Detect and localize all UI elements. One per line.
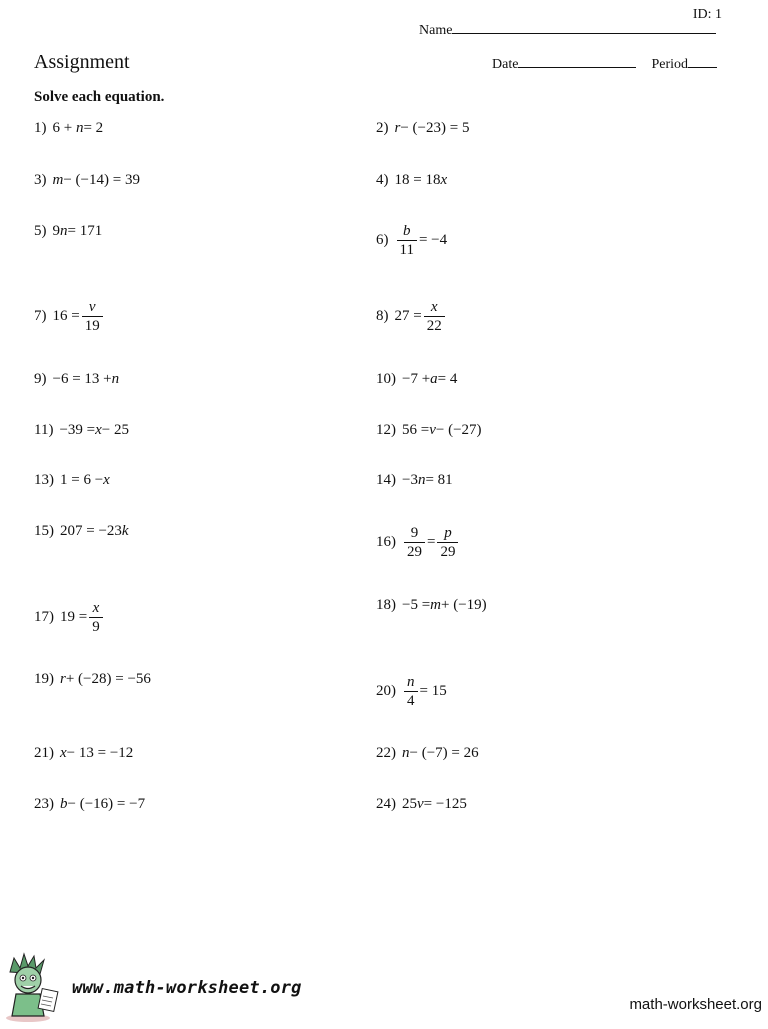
problem-number: 4) bbox=[376, 172, 389, 188]
problem-number: 5) bbox=[34, 223, 47, 239]
problem-5 bbox=[34, 223, 102, 240]
period-label: Period bbox=[651, 57, 688, 72]
numerator: b bbox=[402, 223, 411, 239]
eq-part: = 171 bbox=[67, 223, 103, 239]
eq-variable: n bbox=[417, 472, 426, 488]
fraction bbox=[397, 222, 417, 259]
problem-number: 20) bbox=[376, 683, 396, 699]
problem-23 bbox=[34, 796, 145, 813]
eq-part: = −4 bbox=[418, 232, 448, 248]
problem-4 bbox=[376, 172, 447, 189]
eq-variable: n bbox=[75, 120, 84, 136]
eq-part: = −125 bbox=[423, 796, 467, 812]
fraction bbox=[404, 524, 425, 561]
problem-16 bbox=[376, 524, 460, 561]
problem-10 bbox=[376, 371, 457, 388]
worksheet-id: ID: 1 bbox=[692, 7, 722, 22]
footer-site-label: math-worksheet.org bbox=[629, 996, 762, 1013]
problem-number: 24) bbox=[376, 796, 396, 812]
eq-part: 19 = bbox=[60, 609, 88, 625]
problem-number: 19) bbox=[34, 671, 54, 687]
problem-number: 18) bbox=[376, 597, 396, 613]
numerator: p bbox=[444, 525, 452, 541]
logo-text: www.math-worksheet.org bbox=[72, 978, 302, 998]
eq-variable: k bbox=[121, 523, 129, 539]
eq-part: 56 = bbox=[402, 422, 430, 438]
eq-part: − (−27) bbox=[435, 422, 482, 438]
problem-7 bbox=[34, 298, 105, 335]
eq-part: − (−23) = 5 bbox=[400, 120, 470, 136]
problem-9 bbox=[34, 371, 119, 388]
eq-part: 18 = 18 bbox=[394, 172, 441, 188]
eq-part: −3 bbox=[402, 472, 418, 488]
eq-part: −6 = 13 + bbox=[52, 371, 112, 387]
numerator: 9 bbox=[410, 525, 419, 541]
denominator: 29 bbox=[404, 542, 425, 561]
eq-part: = bbox=[427, 534, 436, 550]
problem-number: 23) bbox=[34, 796, 54, 812]
problem-11 bbox=[34, 422, 129, 439]
problem-number: 13) bbox=[34, 472, 54, 488]
eq-part: −39 = bbox=[59, 422, 96, 438]
problem-12 bbox=[376, 422, 482, 439]
eq-part: − 13 = −12 bbox=[66, 745, 134, 761]
eq-part: = 2 bbox=[83, 120, 104, 136]
problem-number: 2) bbox=[376, 120, 389, 136]
fraction bbox=[424, 298, 445, 335]
problem-24 bbox=[376, 796, 467, 813]
problem-17 bbox=[34, 599, 105, 636]
footer-logo bbox=[0, 950, 330, 1024]
eq-variable: x bbox=[103, 472, 110, 488]
page-title: Assignment bbox=[34, 51, 130, 73]
eq-part: + (−19) bbox=[441, 597, 487, 613]
eq-variable: m bbox=[52, 172, 64, 188]
eq-part: = 4 bbox=[437, 371, 458, 387]
eq-variable: n bbox=[402, 745, 410, 761]
fraction bbox=[89, 599, 103, 636]
problem-14 bbox=[376, 472, 453, 489]
denominator: 4 bbox=[404, 691, 418, 710]
eq-variable: x bbox=[440, 172, 448, 188]
problem-20 bbox=[376, 673, 447, 710]
eq-variable: n bbox=[111, 371, 120, 387]
name-label: Name bbox=[419, 23, 453, 38]
problem-number: 11) bbox=[34, 422, 54, 438]
name-field[interactable] bbox=[419, 21, 716, 39]
period-line[interactable] bbox=[688, 55, 717, 68]
eq-part: − (−14) = 39 bbox=[63, 172, 140, 188]
problem-2 bbox=[376, 120, 469, 137]
eq-part: − 25 bbox=[101, 422, 130, 438]
numerator: x bbox=[430, 299, 438, 315]
eq-part: 27 = bbox=[394, 308, 422, 324]
problem-number: 14) bbox=[376, 472, 396, 488]
eq-part: = 81 bbox=[425, 472, 453, 488]
date-label: Date bbox=[492, 57, 519, 72]
problem-15 bbox=[34, 523, 129, 540]
problem-13 bbox=[34, 472, 110, 489]
problem-21 bbox=[34, 745, 133, 762]
eq-variable: b bbox=[60, 796, 68, 812]
problem-number: 3) bbox=[34, 172, 47, 188]
eq-part: −7 + bbox=[402, 371, 431, 387]
problem-number: 16) bbox=[376, 534, 396, 550]
eq-variable: m bbox=[430, 597, 442, 613]
problem-number: 15) bbox=[34, 523, 54, 539]
problem-19 bbox=[34, 671, 151, 688]
eq-part: 16 = bbox=[52, 308, 80, 324]
problem-3 bbox=[34, 172, 140, 189]
problem-number: 10) bbox=[376, 371, 396, 387]
mascot-icon bbox=[0, 950, 70, 1024]
eq-part: 207 = −23 bbox=[60, 523, 122, 539]
date-period-field[interactable] bbox=[492, 55, 717, 73]
eq-variable: r bbox=[394, 120, 401, 136]
name-line[interactable] bbox=[452, 21, 716, 34]
denominator: 19 bbox=[82, 316, 103, 335]
eq-variable: a bbox=[430, 371, 438, 387]
eq-variable: x bbox=[95, 422, 102, 438]
problem-number: 7) bbox=[34, 308, 47, 324]
denominator: 9 bbox=[89, 617, 103, 636]
problem-number: 17) bbox=[34, 609, 54, 625]
eq-part: − (−16) = −7 bbox=[67, 796, 146, 812]
eq-part: − (−7) = 26 bbox=[409, 745, 479, 761]
eq-part: = 15 bbox=[419, 683, 447, 699]
numerator: v bbox=[88, 299, 96, 315]
denominator: 22 bbox=[424, 316, 445, 335]
eq-variable: v bbox=[417, 796, 424, 812]
problem-22 bbox=[376, 745, 479, 762]
fraction bbox=[82, 298, 103, 335]
problem-number: 6) bbox=[376, 232, 389, 248]
problem-1 bbox=[34, 120, 103, 137]
eq-variable: v bbox=[429, 422, 436, 438]
numerator: n bbox=[407, 674, 415, 690]
eq-variable: x bbox=[60, 745, 67, 761]
problem-18 bbox=[376, 597, 487, 614]
eq-part: 6 + bbox=[52, 120, 73, 136]
problem-number: 8) bbox=[376, 308, 389, 324]
problem-number: 22) bbox=[376, 745, 396, 761]
problem-number: 1) bbox=[34, 120, 47, 136]
eq-part: 9 bbox=[52, 223, 60, 239]
problem-number: 9) bbox=[34, 371, 47, 387]
problem-number: 12) bbox=[376, 422, 396, 438]
numerator: x bbox=[92, 600, 100, 616]
problem-6 bbox=[376, 222, 447, 259]
eq-part: −5 = bbox=[402, 597, 431, 613]
eq-variable: r bbox=[60, 671, 66, 687]
eq-variable: n bbox=[60, 223, 68, 239]
denominator: 11 bbox=[397, 240, 417, 259]
denominator: 29 bbox=[437, 542, 458, 561]
instructions: Solve each equation. bbox=[34, 89, 165, 105]
problem-number: 21) bbox=[34, 745, 54, 761]
eq-part: 1 = 6 − bbox=[60, 472, 104, 488]
eq-part: 25 bbox=[402, 796, 417, 812]
problem-8 bbox=[376, 298, 447, 335]
date-line[interactable] bbox=[518, 55, 636, 68]
fraction bbox=[437, 524, 458, 561]
fraction bbox=[404, 673, 418, 710]
eq-part: + (−28) = −56 bbox=[65, 671, 151, 687]
